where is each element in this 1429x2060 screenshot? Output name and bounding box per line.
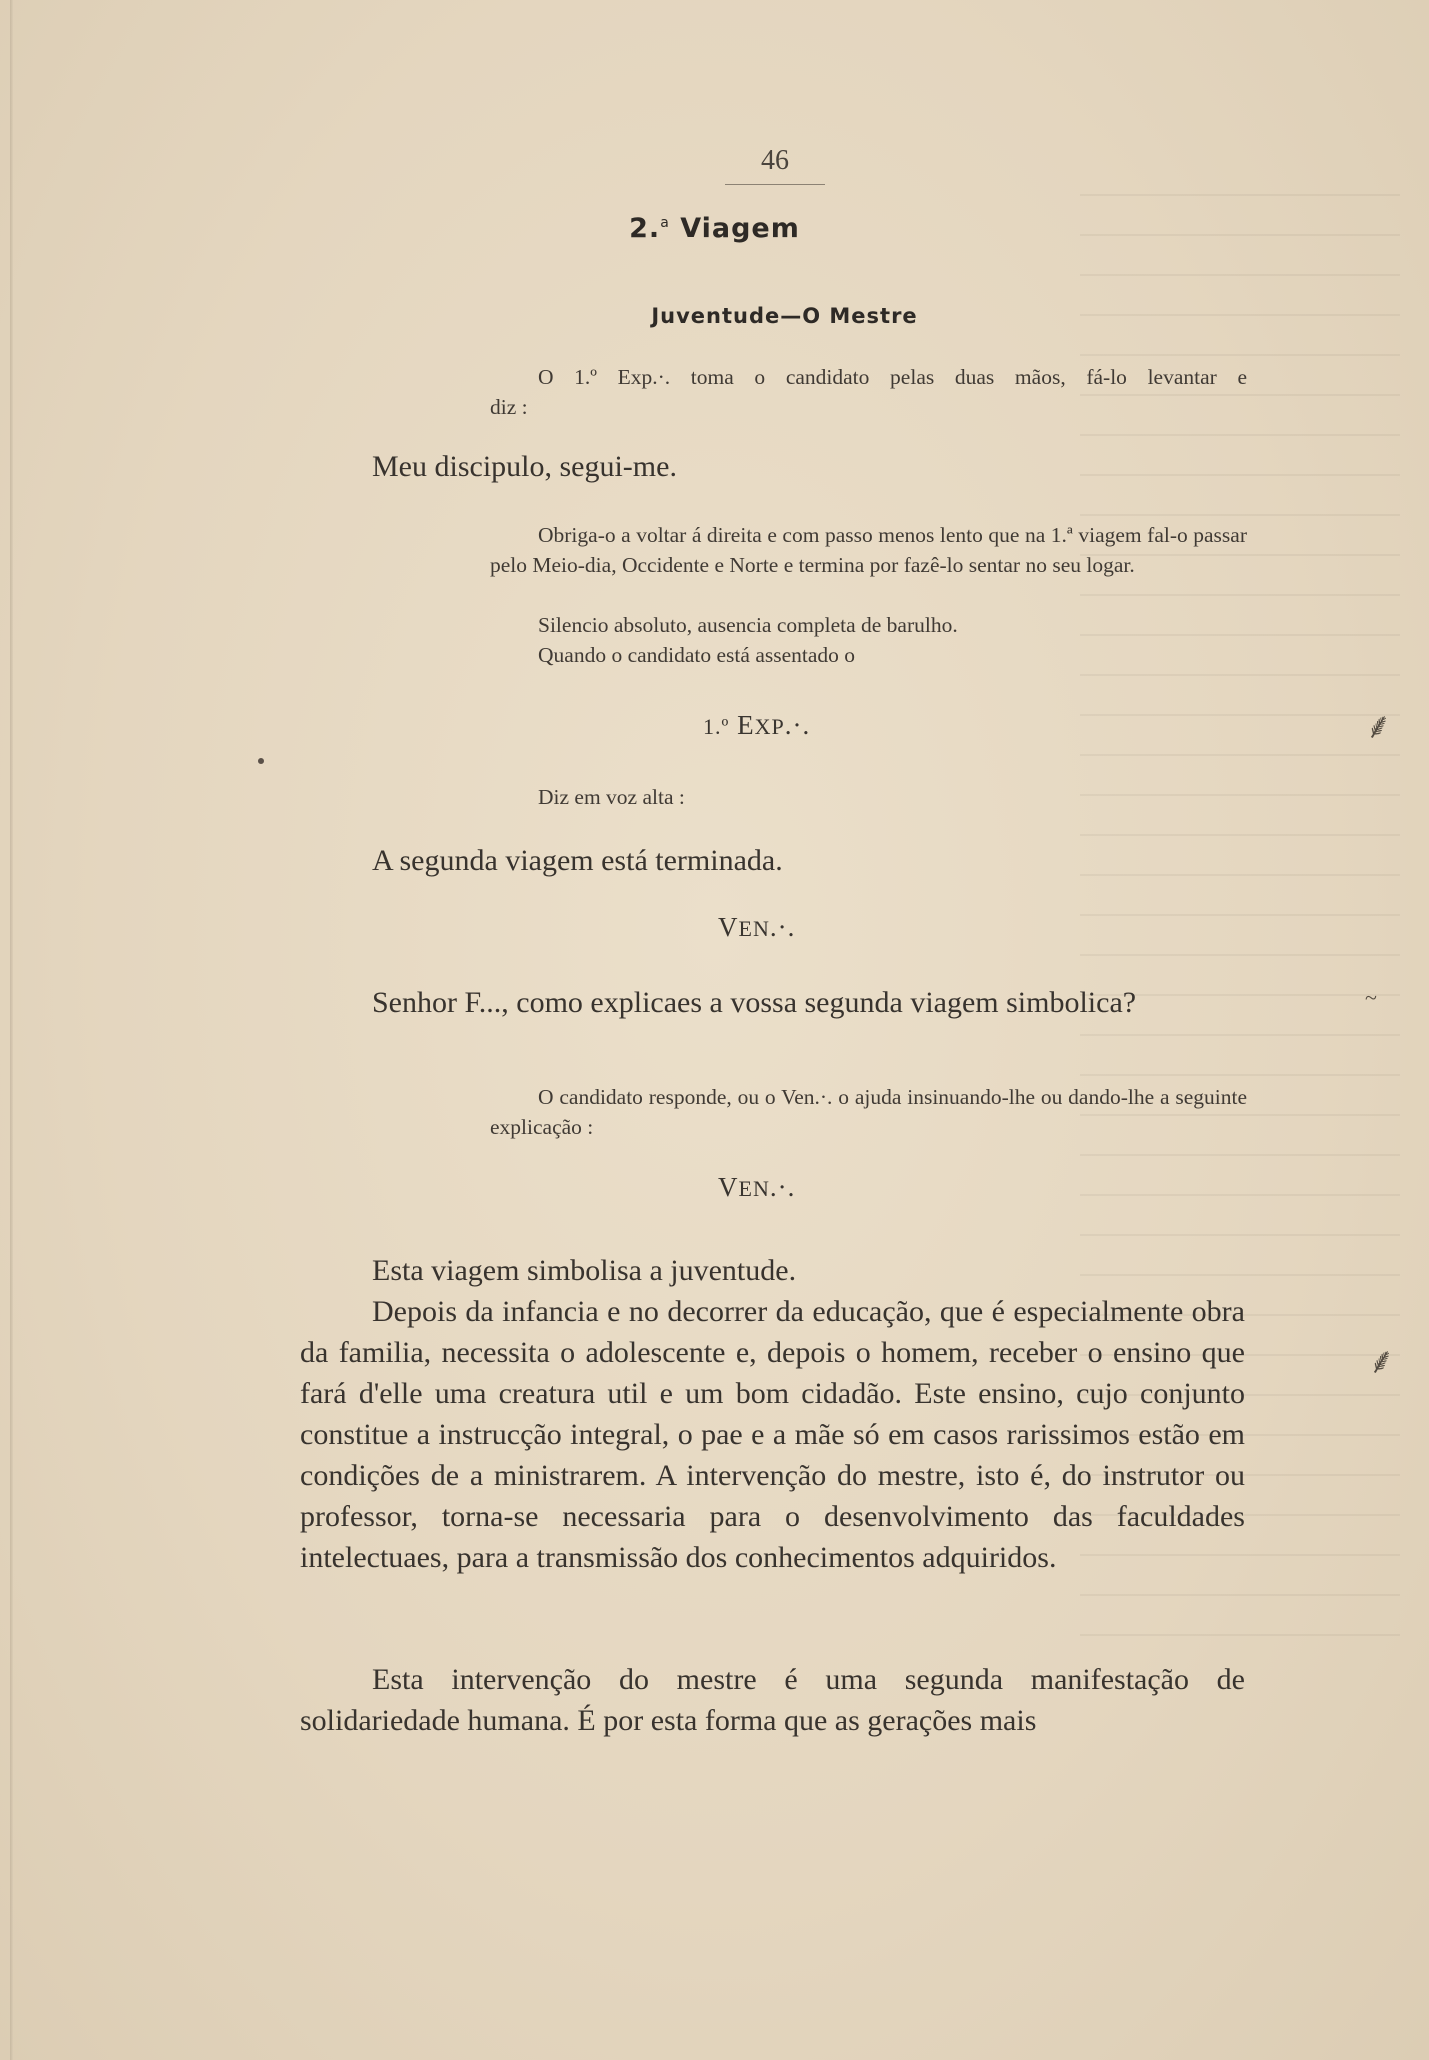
- speech-journey-ended: A segunda viagem está terminada.: [372, 844, 783, 877]
- intro-line-1: O 1.º Exp.·. toma o candidato pelas duas mãos, fá-lo levantar e: [538, 365, 1247, 389]
- speaker-venerable-2-rest: EN: [738, 1176, 770, 1201]
- speech-youth: Esta viagem simbolisa a juventude.: [372, 1254, 797, 1287]
- margin-mark-2: ~: [1365, 985, 1377, 1010]
- page-number-rule: [725, 184, 825, 185]
- page-number: 46: [761, 145, 789, 176]
- stage-direction-silence: Silencio absoluto, ausencia completa de barulho.: [538, 613, 958, 637]
- margin-dot: [258, 758, 264, 764]
- speaker-venerable-1: [718, 912, 795, 943]
- stage-direction-seated: Quando o candidato está assentado o: [538, 643, 856, 667]
- heading-ordinal: a: [660, 215, 670, 231]
- stage-direction-turn: Obriga-o a voltar á direita e com passo menos lento que na 1.ª viagem fal-o passar pelo Meio-dia, Occidente e Norte e termina por fazê-lo sentar no seu logar.: [490, 523, 1247, 577]
- section-subheading: Juventude—O Mestre: [651, 304, 918, 328]
- speaker-venerable-2: [718, 1172, 795, 1203]
- speaker-venerable-1-rest: EN: [738, 916, 770, 941]
- heading-text: Viagem: [680, 213, 800, 244]
- speech-follow-me: Meu discipulo, segui-me.: [372, 450, 677, 483]
- section-heading: [0, 213, 1429, 244]
- speaker-venerable-2-suffix: .·.: [769, 1172, 796, 1202]
- margin-mark-1: ⸙: [1365, 706, 1393, 746]
- speaker-first-expert: [703, 710, 810, 741]
- margin-mark-3: ⸙: [1368, 1341, 1396, 1381]
- speech-solidarity-paragraph: Esta intervenção do mestre é uma segunda manifestação de solidariedade humana. É por esta forma que as gerações mais: [300, 1663, 1245, 1737]
- speaker-first-expert-initial: E: [737, 710, 755, 740]
- speaker-first-expert-rest: XP: [754, 714, 785, 739]
- stage-direction-answer: O candidato responde, ou o Ven.·. o ajuda insinuando-lhe ou dando-lhe a seguinte explicação :: [490, 1085, 1247, 1139]
- speech-education-paragraph: Depois da infancia e no decorrer da educação, que é especialmente obra da familia, necessita o adolescente e, depois o homem, receber o ensino que fará d'elle uma creatura util e um bom cidadão. Este ensino, cujo conjunto constitue a instrucção integral, o pae e a mãe só em casos rarissimos estão em condições de a ministrarem. A intervenção do mestre, isto é, do instrutor ou professor, torna-se necessaria para o desenvolvimento das faculdades intelectuaes, para a transmissão dos conhecimentos adquiridos.: [300, 1295, 1245, 1574]
- speaker-venerable-1-initial: V: [718, 912, 739, 942]
- speaker-venerable-2-initial: V: [718, 1172, 739, 1202]
- speaker-first-expert-suffix: .·.: [784, 710, 811, 740]
- heading-number: 2.: [629, 213, 661, 244]
- speaker-first-expert-prefix: 1.º: [703, 714, 730, 739]
- intro-line-2: diz :: [490, 395, 528, 419]
- stage-direction-aloud: Diz em voz alta :: [538, 785, 685, 809]
- speech-question: Senhor F..., como explicaes a vossa segunda viagem simbolica?: [372, 986, 1137, 1019]
- speaker-venerable-1-suffix: .·.: [769, 912, 796, 942]
